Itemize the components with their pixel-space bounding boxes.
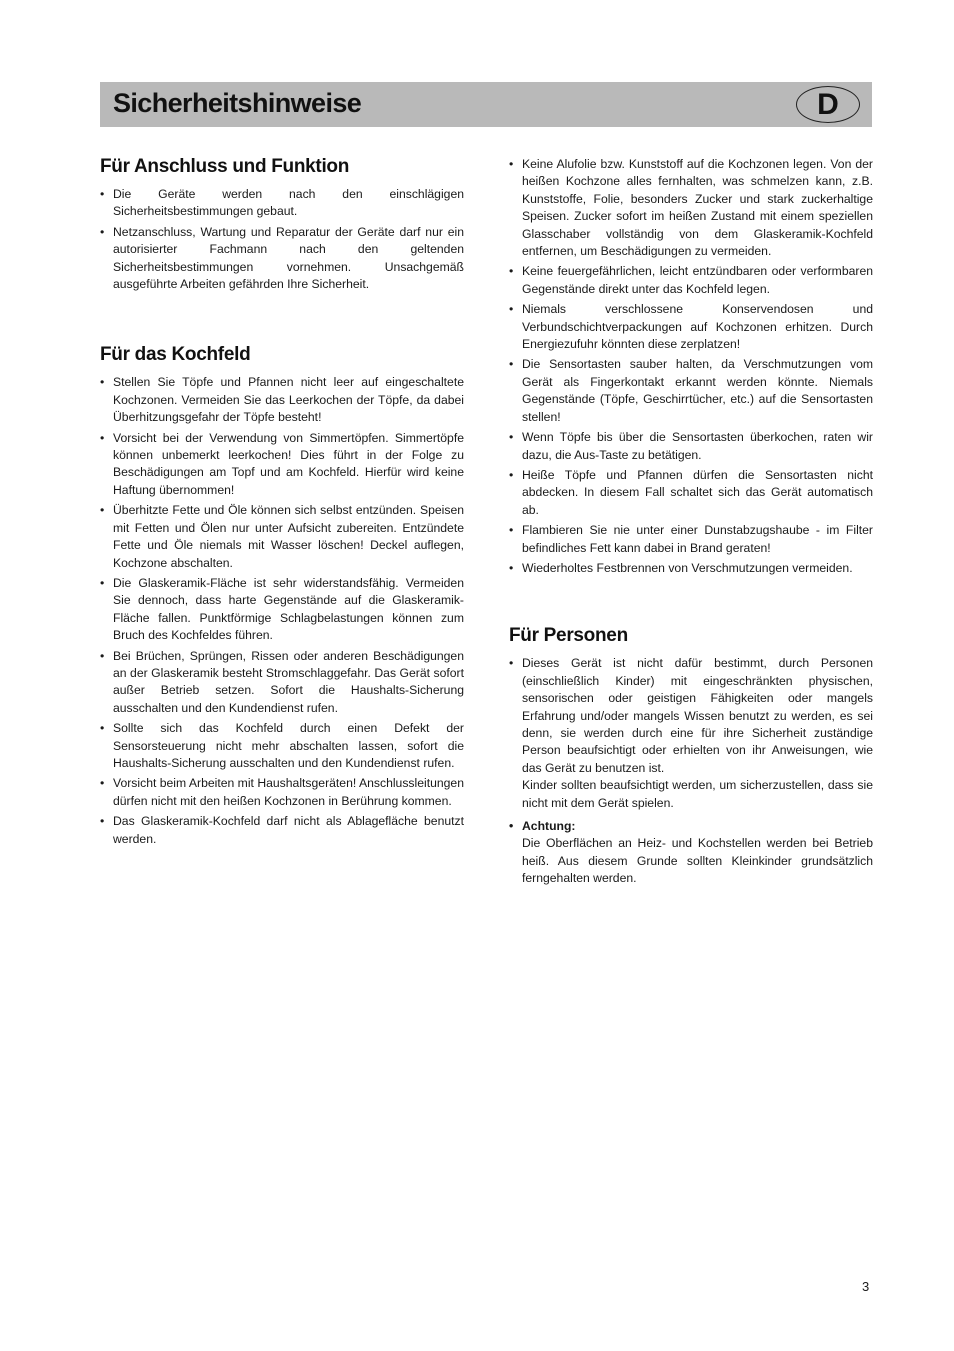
page-title: Sicherheitshinweise [113, 88, 362, 118]
personen-list [509, 655, 873, 887]
warning-item: • Achtung: Die Oberflächen an Heiz- und Kochstellen werden bei Betrieb heiß. Aus diesem Grunde sollten Kleinkinder grundsätzlich ferngehalten werden. [509, 819, 873, 886]
list-item: • Bei Brüchen, Sprüngen, Rissen oder anderen Beschädigungen an der Glaskeramik besteht Stromschlaggefahr. Das Gerät sofort außer Betrieb setzen. Sofort die Haushalts-Sicherung ausschalten und den Kundendienst rufen. [100, 648, 464, 715]
list-item-text: Überhitzte Fette und Öle können sich selbst entzünden. Speisen mit Fetten und Ölen nur unter Aufsicht zubereiten. Entzündete Fette und Öle niemals mit Wasser löschen! Deckel auflegen, Kochzone abschalten. [113, 503, 464, 570]
list-item-text: Flambieren Sie nie unter einer Dunstabzugshaube - im Filter befindliches Fett kann dabei in Brand geraten! [522, 523, 873, 555]
list-item-text: Vorsicht beim Arbeiten mit Haushaltsgeräten! Anschlussleitungen dürfen nicht mit den heißen Kochzonen in Berührung kommen. [113, 776, 464, 808]
section-title-anschluss: Für Anschluss und Funktion [100, 156, 350, 177]
list-item: • Dieses Gerät ist nicht dafür bestimmt, durch Personen (einschließlich Kinder) mit eingeschränkten physischen, sensorischen oder geistigen Fähigkeiten oder mangels Erfahrung und/oder mangels Wissen benutzt zu werden, es sei denn, sie werden durch eine für ihre Sicherheit zuständige Person beaufsichtigt oder erhielten von ihr Anweisungen, wie das Gerät zu benutzen ist. Kinder sollten beaufsichtigt werden, um sicherzustellen, dass sie nicht mit dem Gerät spielen. [509, 656, 873, 810]
list-item-text: Keine feuergefährlichen, leicht entzündbaren oder verformbaren Gegenstände direkt unter das Kochfeld legen. [522, 264, 873, 296]
list-item: • Vorsicht bei der Verwendung von Simmertöpfen. Simmertöpfe können unbemerkt leerkochen! Dies führt in der Folge zu Beschädigungen am Topf und am Kochfeld. Hierfür wird keine Haftung übernommen! [100, 430, 464, 497]
list-item-text: Keine Alufolie bzw. Kunststoff auf die Kochzonen legen. Von der heißen Kochzone alles fernhalten, was schmelzen kann, z.B. Kunststoffe, Folie, besonders Zucker und stark zuckerhaltige Speisen. Zucker sofort im heißen Zustand mit einem speziellen Glasschaber vollständig von dem Glaskeramik-Kochfeld entfernen, um Beschädigungen zu vermeiden. [522, 157, 873, 259]
list-item: • Vorsicht beim Arbeiten mit Haushaltsgeräten! Anschlussleitungen dürfen nicht mit den heißen Kochzonen in Berührung kommen. [100, 776, 464, 808]
warning-title: Achtung: [522, 819, 576, 833]
list-item-text: Wiederholtes Festbrennen von Verschmutzungen vermeiden. [522, 560, 853, 575]
list-item-text: Stellen Sie Töpfe und Pfannen nicht leer auf eingeschaltete Kochzonen. Vermeiden Sie das Leerkochen der Töpfe, da dabei Überhitzungsgefahr der Töpfe besteht! [113, 375, 464, 425]
list-item-text: Bei Brüchen, Sprüngen, Rissen oder anderen Beschädigungen an der Glaskeramik besteht Stromschlaggefahr. Das Gerät sofort außer Betrieb setzen. Sofort die Haushalts-Sicherung ausschalten und den Kundendienst rufen. [113, 648, 464, 715]
list-item: • Sollte sich das Kochfeld durch einen Defekt der Sensorsteuerung nicht mehr abschalten lassen, sofort die Haushalts-Sicherung ausschalten und den Kundendienst rufen. [100, 721, 464, 770]
list-item-text: Die Sensortasten sauber halten, da Verschmutzungen vom Gerät als Fingerkontakt erkannt werden könnte. Niemals Gegenstände (Töpfe, Geschirrtücher, etc.) auf die Sensortasten stellen! [522, 357, 873, 424]
page-number: 3 [862, 1279, 870, 1294]
list-item-text: Wenn Töpfe bis über die Sensortasten überkochen, raten wir dazu, die Aus-Taste zu betätigen. [522, 430, 873, 462]
list-item-text: Heiße Töpfe und Pfannen dürfen die Sensortasten nicht abdecken. In diesem Fall schaltet sich das Gerät automatisch ab. [522, 467, 873, 517]
language-badge: D [796, 86, 860, 123]
list-item: • Wenn Töpfe bis über die Sensortasten überkochen, raten wir dazu, die Aus-Taste zu betätigen. [509, 430, 873, 462]
right-column [509, 156, 873, 891]
section-title-personen: Für Personen [509, 625, 628, 647]
list-item: • Niemals verschlossene Konservendosen und Verbundschichtverpackungen auf Kochzonen erhitzen. Durch Energiezufuhr könnten diese zerplatzen! [509, 302, 873, 352]
list-item-text: Dieses Gerät ist nicht dafür bestimmt, durch Personen (einschließlich Kinder) mit eingeschränkten physischen, sensorischen oder geistigen Fähigkeiten oder mangels Erfahrung und/oder mangels Wissen benutzt zu werden, es sei denn, sie werden durch eine für ihre Sicherheit zuständige Person beaufsichtigt oder erhielten von ihr Anweisungen, wie das Gerät zu benutzen ist. [522, 656, 873, 775]
list-item: • Die Glaskeramik-Fläche ist sehr widerstandsfähig. Vermeiden Sie dennoch, dass harte Gegenstände auf die Glaskeramik-Fläche fallen. Punktförmige Schlagbelastungen können zum Bruch des Kochfeldes führen. [100, 575, 464, 643]
list-item-text: Sollte sich das Kochfeld durch einen Defekt der Sensorsteuerung nicht mehr abschalten lassen, sofort die Haushalts-Sicherung ausschalten und den Kundendienst rufen. [113, 721, 464, 770]
list-item-text: Das Glaskeramik-Kochfeld darf nicht als Ablagefläche benutzt werden. [113, 814, 464, 846]
list-item: • Flambieren Sie nie unter einer Dunstabzugshaube - im Filter befindliches Fett kann dabei in Brand geraten! [509, 523, 873, 555]
list-item: • Keine Alufolie bzw. Kunststoff auf die Kochzonen legen. Von der heißen Kochzone alles fernhalten, was schmelzen kann, z.B. Kunststoffe, Folie, besonders Zucker und stark zuckerhaltige Speisen. Zucker sofort im heißen Zustand mit einem speziellen Glasschaber vollständig von dem Glaskeramik-Kochfeld entfernen, um Beschädigungen zu vermeiden. [509, 157, 873, 259]
list-item: • Wiederholtes Festbrennen von Verschmutzungen vermeiden. [509, 560, 853, 575]
list-item-extra-text: Kinder sollten beaufsichtigt werden, um sicherzustellen, dass sie nicht mit dem Gerät spielen. [522, 778, 873, 810]
header-bar [100, 82, 872, 127]
list-item: • Die Sensortasten sauber halten, da Verschmutzungen vom Gerät als Fingerkontakt erkannt werden könnte. Niemals Gegenstände (Töpfe, Geschirrtücher, etc.) auf die Sensortasten stellen! [509, 357, 873, 424]
list-item-text: Netzanschluss, Wartung und Reparatur der Geräte darf nur ein autorisierter Fachmann nach den geltenden Sicherheitsbestimmungen vornehmen. Unsachgemäß ausgeführte Arbeiten gefährden Ihre Sicherheit. [113, 224, 464, 292]
list-item: • Das Glaskeramik-Kochfeld darf nicht als Ablagefläche benutzt werden. [100, 814, 464, 846]
list-item-text: Die Geräte werden nach den einschlägigen Sicherheitsbestimmungen gebaut. [113, 187, 464, 219]
list-item-text: Vorsicht bei der Verwendung von Simmertöpfen. Simmertöpfe können unbemerkt leerkochen! Dies führt in der Folge zu Beschädigungen am Topf und am Kochfeld. Hierfür wird keine Haftung übernommen! [113, 430, 464, 497]
list-item: • Die Geräte werden nach den einschlägigen Sicherheitsbestimmungen gebaut. [100, 187, 464, 219]
list-item: • Netzanschluss, Wartung und Reparatur der Geräte darf nur ein autorisierter Fachmann nach den geltenden Sicherheitsbestimmungen vornehmen. Unsachgemäß ausgeführte Arbeiten gefährden Ihre Sicherheit. [100, 224, 464, 292]
list-item-text: Niemals verschlossene Konservendosen und Verbundschichtverpackungen auf Kochzonen erhitzen. Durch Energiezufuhr könnten diese zerplatzen! [522, 302, 873, 352]
anschluss-list [100, 186, 464, 293]
list-item: • Überhitzte Fette und Öle können sich selbst entzünden. Speisen mit Fetten und Ölen nur unter Aufsicht zubereiten. Entzündete Fette und Öle niemals mit Wasser löschen! Deckel auflegen, Kochzone abschalten. [100, 503, 464, 570]
section-title-kochfeld: Für das Kochfeld [100, 344, 251, 366]
list-item-text: Die Glaskeramik-Fläche ist sehr widerstandsfähig. Vermeiden Sie dennoch, dass harte Gegenstände auf die Glaskeramik-Fläche fallen. Punktförmige Schlagbelastungen können zum Bruch des Kochfeldes führen. [113, 575, 464, 643]
left-column [100, 154, 464, 851]
kochfeld-cont-list [509, 156, 873, 577]
list-item: • Stellen Sie Töpfe und Pfannen nicht leer auf eingeschaltete Kochzonen. Vermeiden Sie das Leerkochen der Töpfe, da dabei Überhitzungsgefahr der Töpfe besteht! [100, 375, 464, 425]
list-item: • Heiße Töpfe und Pfannen dürfen die Sensortasten nicht abdecken. In diesem Fall schaltet sich das Gerät automatisch ab. [509, 467, 873, 517]
kochfeld-list [100, 374, 464, 848]
warning-text: Die Oberflächen an Heiz- und Kochstellen werden bei Betrieb heiß. Aus diesem Grunde sollten Kleinkinder grundsätzlich ferngehalten werden. [522, 836, 873, 886]
list-item: • Keine feuergefährlichen, leicht entzündbaren oder verformbaren Gegenstände direkt unter das Kochfeld legen. [509, 264, 873, 296]
